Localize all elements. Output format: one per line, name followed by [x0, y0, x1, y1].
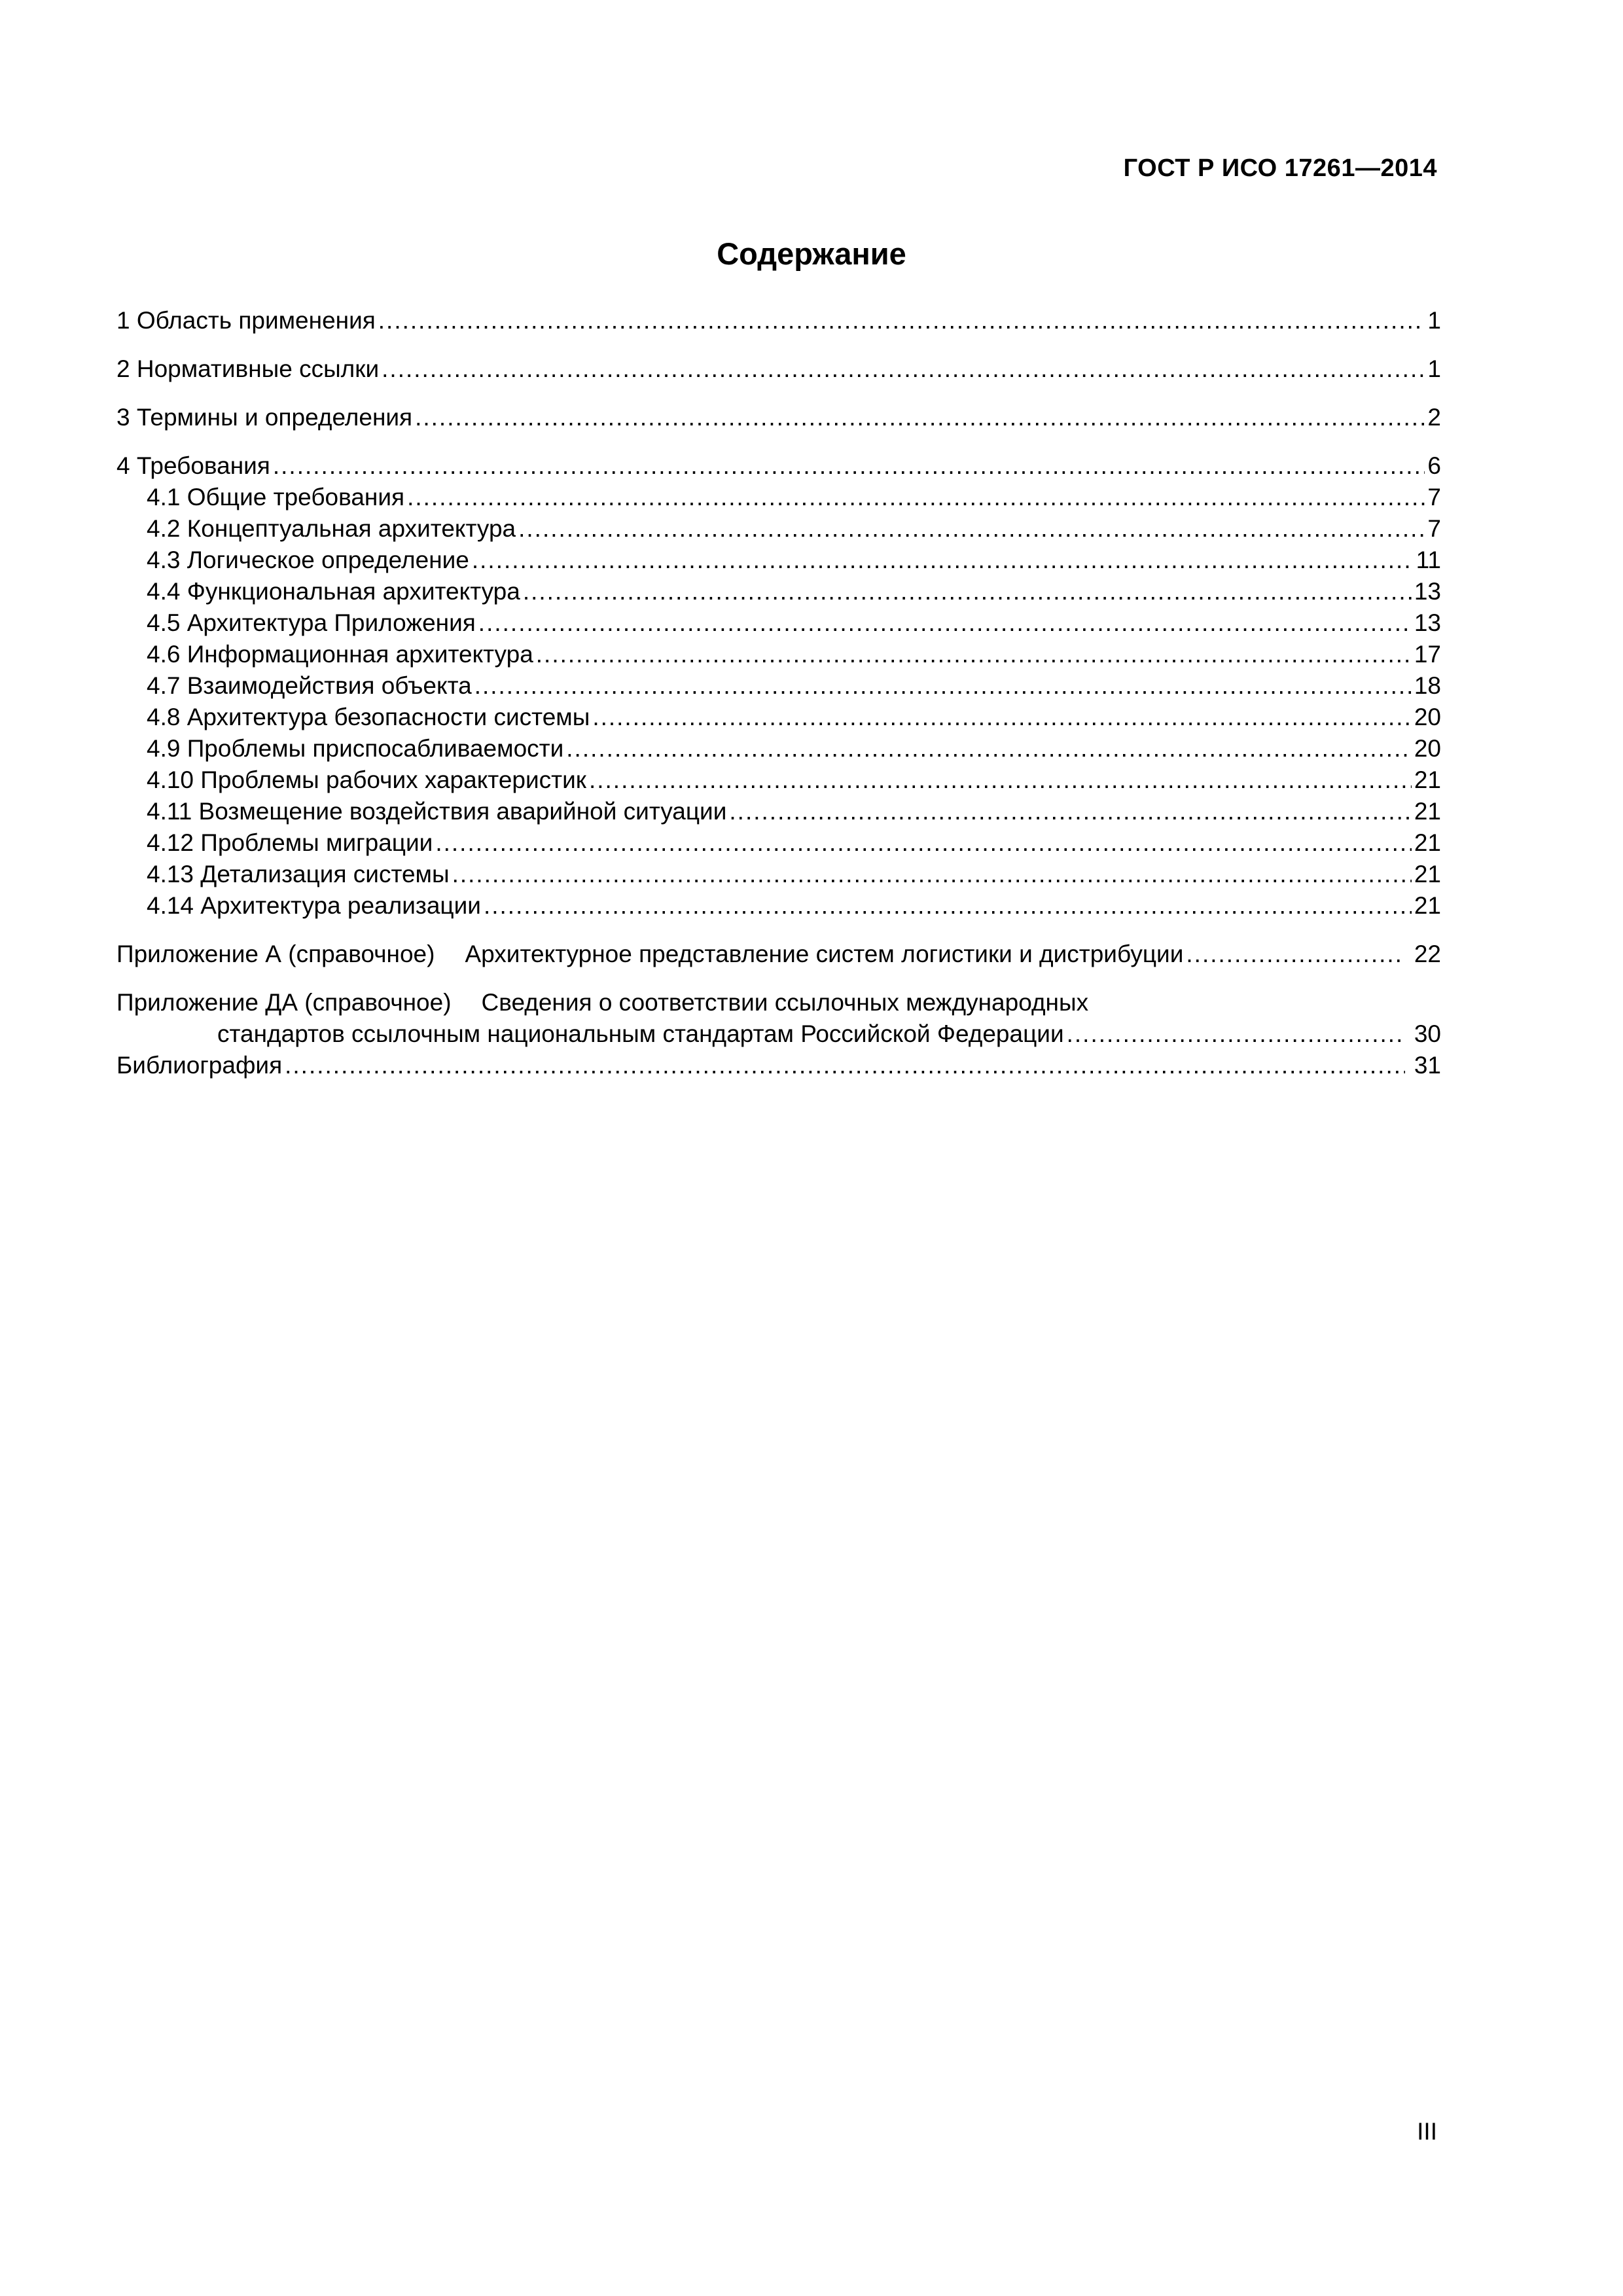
toc-page-number: 30 — [1414, 1020, 1441, 1047]
annex-prefix: Приложение ДА (справочное) — [116, 989, 452, 1016]
toc-page-number: 2 — [1427, 404, 1441, 431]
toc-subentry[interactable]: 4.12 Проблемы миграции ..... 21 — [116, 827, 1441, 859]
toc-subentry[interactable]: 4.13 Детализация системы ..... 21 — [116, 859, 1441, 890]
annex-prefix: Приложение А (справочное) — [116, 941, 435, 967]
annex-title: стандартов ссылочным национальным стандартам Российской Федерации — [217, 1020, 1064, 1047]
leader-dots — [729, 796, 1411, 827]
toc-page-number: 1 — [1427, 355, 1441, 382]
leader-dots — [472, 545, 1414, 576]
leader-dots — [589, 764, 1412, 796]
toc-subentry[interactable]: 4.6 Информационная архитектура ..... 17 — [116, 639, 1441, 670]
leader-dots — [435, 827, 1412, 859]
toc-subentry[interactable]: 4.9 Проблемы приспосабливаемости ..... 20 — [116, 733, 1441, 764]
toc-entry-bibliography[interactable]: Библиография ..... 31 — [116, 1050, 1441, 1081]
leader-dots — [378, 305, 1425, 336]
document-code: ГОСТ Р ИСО 17261—2014 — [1123, 154, 1437, 182]
toc-entry-annex-da-continued[interactable] — [116, 1018, 1441, 1050]
annex-title: Сведения о соответствии ссылочных международных — [481, 989, 1089, 1016]
toc-subentry[interactable]: 4.8 Архитектура безопасности системы ..... 20 — [116, 702, 1441, 733]
page-number: III — [1417, 2118, 1437, 2145]
toc-subentry[interactable]: 4.10 Проблемы рабочих характеристик ..... 21 — [116, 764, 1441, 796]
toc-page-number: 18 — [1414, 672, 1441, 699]
toc-page-number: 21 — [1414, 861, 1441, 888]
leader-dots — [523, 576, 1412, 607]
toc-subentry[interactable]: 4.5 Архитектура Приложения ..... 13 — [116, 607, 1441, 639]
toc-entry-annex-da[interactable] — [116, 987, 1441, 1018]
toc-subentry[interactable]: 4.7 Взаимодействия объекта ..... 18 — [116, 670, 1441, 702]
page-title: Содержание — [717, 236, 906, 271]
leader-dots — [415, 402, 1425, 433]
toc-page-number: 21 — [1414, 829, 1441, 856]
leader-dots — [1186, 939, 1404, 970]
toc-subentry[interactable]: 4.2 Концептуальная архитектура ..... 7 — [116, 513, 1441, 545]
leader-dots — [407, 482, 1425, 513]
toc-entry[interactable]: 3 Термины и определения ..... 2 — [116, 402, 1441, 433]
toc-page-number: 6 — [1427, 452, 1441, 479]
toc-page-number: 1 — [1427, 307, 1441, 334]
toc-page-number: 13 — [1414, 578, 1441, 605]
toc-entry[interactable]: 1 Область применения ..... 1 — [116, 305, 1441, 336]
toc-entry-annex-a[interactable] — [116, 939, 1441, 970]
table-of-contents — [116, 305, 1441, 1081]
toc-entry[interactable]: 4 Требования ..... 6 — [116, 450, 1441, 482]
toc-subentry[interactable]: 4.11 Возмещение воздействия аварийной ситуации ..... 21 — [116, 796, 1441, 827]
toc-page-number: 31 — [1414, 1052, 1441, 1079]
toc-page-number: 20 — [1414, 735, 1441, 762]
leader-dots — [518, 513, 1425, 545]
leader-dots — [285, 1050, 1405, 1081]
leader-dots — [478, 607, 1412, 639]
toc-page-number: 13 — [1414, 609, 1441, 636]
leader-dots — [592, 702, 1412, 733]
toc-page-number: 20 — [1414, 704, 1441, 730]
leader-dots — [536, 639, 1412, 670]
toc-page-number: 11 — [1416, 547, 1441, 573]
toc-page-number: 17 — [1414, 641, 1441, 668]
annex-title: Архитектурное представление систем логистики и дистрибуции — [465, 941, 1184, 967]
toc-subentry[interactable]: 4.1 Общие требования ..... 7 — [116, 482, 1441, 513]
toc-page-number: 7 — [1427, 515, 1441, 542]
leader-dots — [452, 859, 1412, 890]
toc-page-number: 21 — [1414, 798, 1441, 825]
toc-entry[interactable]: 2 Нормативные ссылки ..... 1 — [116, 353, 1441, 385]
leader-dots — [474, 670, 1412, 702]
leader-dots — [382, 353, 1425, 385]
toc-page-number: 21 — [1414, 892, 1441, 919]
leader-dots — [1067, 1018, 1405, 1050]
leader-dots — [484, 890, 1412, 922]
toc-page-number: 21 — [1414, 766, 1441, 793]
toc-subentry[interactable]: 4.3 Логическое определение ..... 11 — [116, 545, 1441, 576]
toc-page-number: 7 — [1427, 484, 1441, 511]
leader-dots — [566, 733, 1412, 764]
toc-page-number: 22 — [1414, 941, 1441, 967]
toc-subentry[interactable]: 4.4 Функциональная архитектура ..... 13 — [116, 576, 1441, 607]
leader-dots — [273, 450, 1425, 482]
toc-subentry[interactable]: 4.14 Архитектура реализации ..... 21 — [116, 890, 1441, 922]
